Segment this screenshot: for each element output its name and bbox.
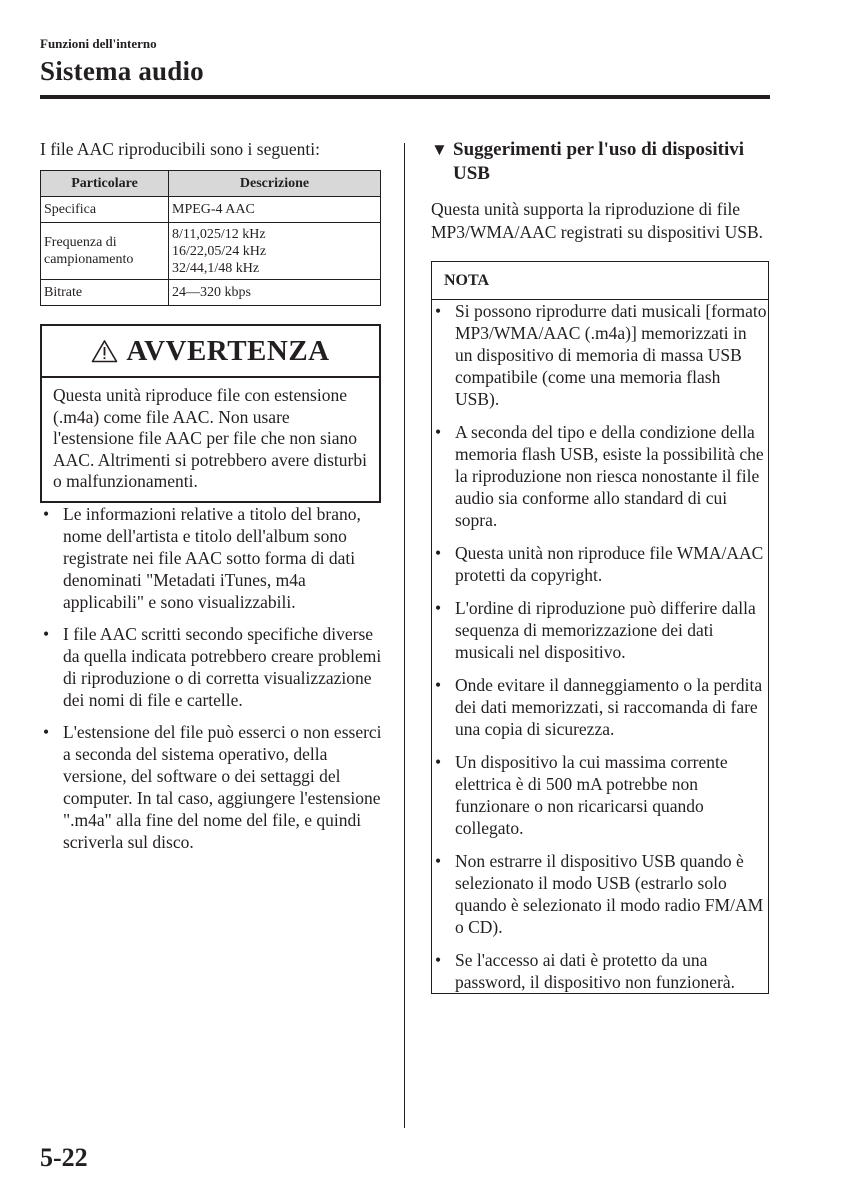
list-item: [432, 751, 768, 839]
triangle-down-icon: ▼: [431, 140, 448, 159]
bullet-icon: •: [43, 503, 50, 524]
list-item-text: Questa unità non riproduce file WMA/AAC protetti da copyright.: [455, 543, 764, 585]
list-item-text: I file AAC scritti secondo specifiche diverse da quella indicata potrebbero creare problemi di riproduzione o di corretta visualizzazione dei nomi di file e cartelle.: [63, 623, 382, 710]
table-cell-line: 16/22,05/24 kHz: [172, 243, 267, 259]
list-item: [432, 674, 768, 740]
aac-spec-table: [40, 170, 381, 306]
page-title: Sistema audio: [40, 56, 204, 86]
list-item: [432, 300, 768, 410]
list-item-text: L'ordine di riproduzione può differire dalla sequenza di memorizzazione dei dati musicali nel dispositivo.: [455, 598, 756, 662]
table-header-row: [41, 171, 381, 197]
table-cell-value: 24—320 kbps: [169, 280, 381, 306]
bullet-icon: •: [435, 422, 442, 442]
list-item: [432, 597, 768, 663]
nota-box: [431, 261, 769, 994]
bullet-icon: •: [43, 721, 50, 742]
warning-header: [42, 326, 379, 378]
column-divider: [404, 143, 405, 1128]
table-cell-label: Bitrate: [41, 280, 169, 306]
warning-box: [40, 324, 381, 503]
bullet-icon: •: [435, 598, 442, 618]
list-item: [40, 503, 382, 613]
list-item: [40, 623, 382, 711]
list-item-text: Un dispositivo la cui massima corrente elettrica è di 500 mA potrebbe non funzionare o non ricaricarsi quando collegato.: [455, 752, 728, 838]
right-column: [431, 138, 771, 994]
list-item: [40, 721, 382, 853]
list-item: [432, 421, 768, 531]
table-header-cell: Descrizione: [169, 171, 381, 197]
warning-title: AVVERTENZA: [126, 334, 330, 367]
bullet-icon: •: [435, 675, 442, 695]
title-rule: [40, 95, 770, 99]
list-item-text: Le informazioni relative a titolo del brano, nome dell'artista e titolo dell'album sono registrate nei file AAC sotto forma di dati denominati "Metadati iTunes, m4a applicabili" e sono visualizzabili.: [63, 503, 361, 612]
info-bullet-list: [40, 503, 382, 853]
bullet-icon: •: [43, 623, 50, 644]
bullet-icon: •: [435, 301, 442, 321]
table-row: [41, 197, 381, 223]
page-number: 5-22: [40, 1143, 88, 1172]
list-item-text: A seconda del tipo e della condizione della memoria flash USB, esiste la possibilità che la riproduzione non riesca nonostante il file audio sia conforme allo standard di cui sopra.: [455, 422, 764, 530]
table-cell-value: [169, 223, 381, 280]
usb-intro-paragraph: Questa unità supporta la riproduzione di file MP3/WMA/AAC registrati su dispositivi USB.: [431, 199, 764, 242]
usb-tips-heading-text: Suggerimenti per l'uso di dispositivi USB: [453, 139, 745, 184]
list-item: [432, 949, 768, 993]
intro-text: I file AAC riproducibili sono i seguenti:: [40, 139, 320, 159]
warning-triangle-icon: [91, 339, 118, 363]
bullet-icon: •: [435, 543, 442, 563]
table-cell-line: 8/11,025/12 kHz: [172, 226, 266, 242]
warning-text: Questa unità riproduce file con estensione (.m4a) come file AAC. Non usare l'estensione file AAC per file che non siano AAC. Altrimenti si potrebbero avere disturbi o malfunzionamenti.: [53, 385, 367, 491]
nota-title: NOTA: [432, 262, 768, 300]
list-item-text: Si possono riprodurre dati musicali [formato MP3/WMA/AAC (.m4a)] memorizzati in un dispositivo di memoria di massa USB compatibile (come una memoria flash USB).: [455, 301, 767, 409]
list-item-text: Onde evitare il danneggiamento o la perdita dei dati memorizzati, si raccomanda di fare una copia di sicurezza.: [455, 675, 763, 739]
table-row: [41, 280, 381, 306]
section-label: Funzioni dell'interno: [40, 36, 157, 51]
list-item-text: Se l'accesso ai dati è protetto da una password, il dispositivo non funzionerà.: [455, 950, 735, 992]
usb-tips-heading: [431, 138, 771, 186]
table-cell-line: 32/44,1/48 kHz: [172, 260, 260, 276]
bullet-icon: •: [435, 851, 442, 871]
table-cell-label: Specifica: [41, 197, 169, 223]
table-header-cell: Particolare: [41, 171, 169, 197]
table-row: [41, 223, 381, 280]
list-item-text: Non estrarre il dispositivo USB quando è selezionato il modo USB (estrarlo solo quando è selezionato il modo radio FM/AM o CD).: [455, 851, 764, 937]
bullet-icon: •: [435, 752, 442, 772]
list-item: [432, 850, 768, 938]
nota-bullet-list: [432, 300, 768, 993]
table-cell-value: MPEG-4 AAC: [169, 197, 381, 223]
list-item: [432, 542, 768, 586]
left-column: [40, 138, 380, 863]
list-item-text: L'estensione del file può esserci o non esserci a seconda del sistema operativo, della versione, del software o dei settaggi del computer. In tal caso, aggiungere l'estensione ".m4a" alla fine del nome del file, e quindi scriverla sul disco.: [63, 721, 382, 852]
bullet-icon: •: [435, 950, 442, 970]
table-cell-label: Frequenza di campionamento: [41, 223, 169, 280]
